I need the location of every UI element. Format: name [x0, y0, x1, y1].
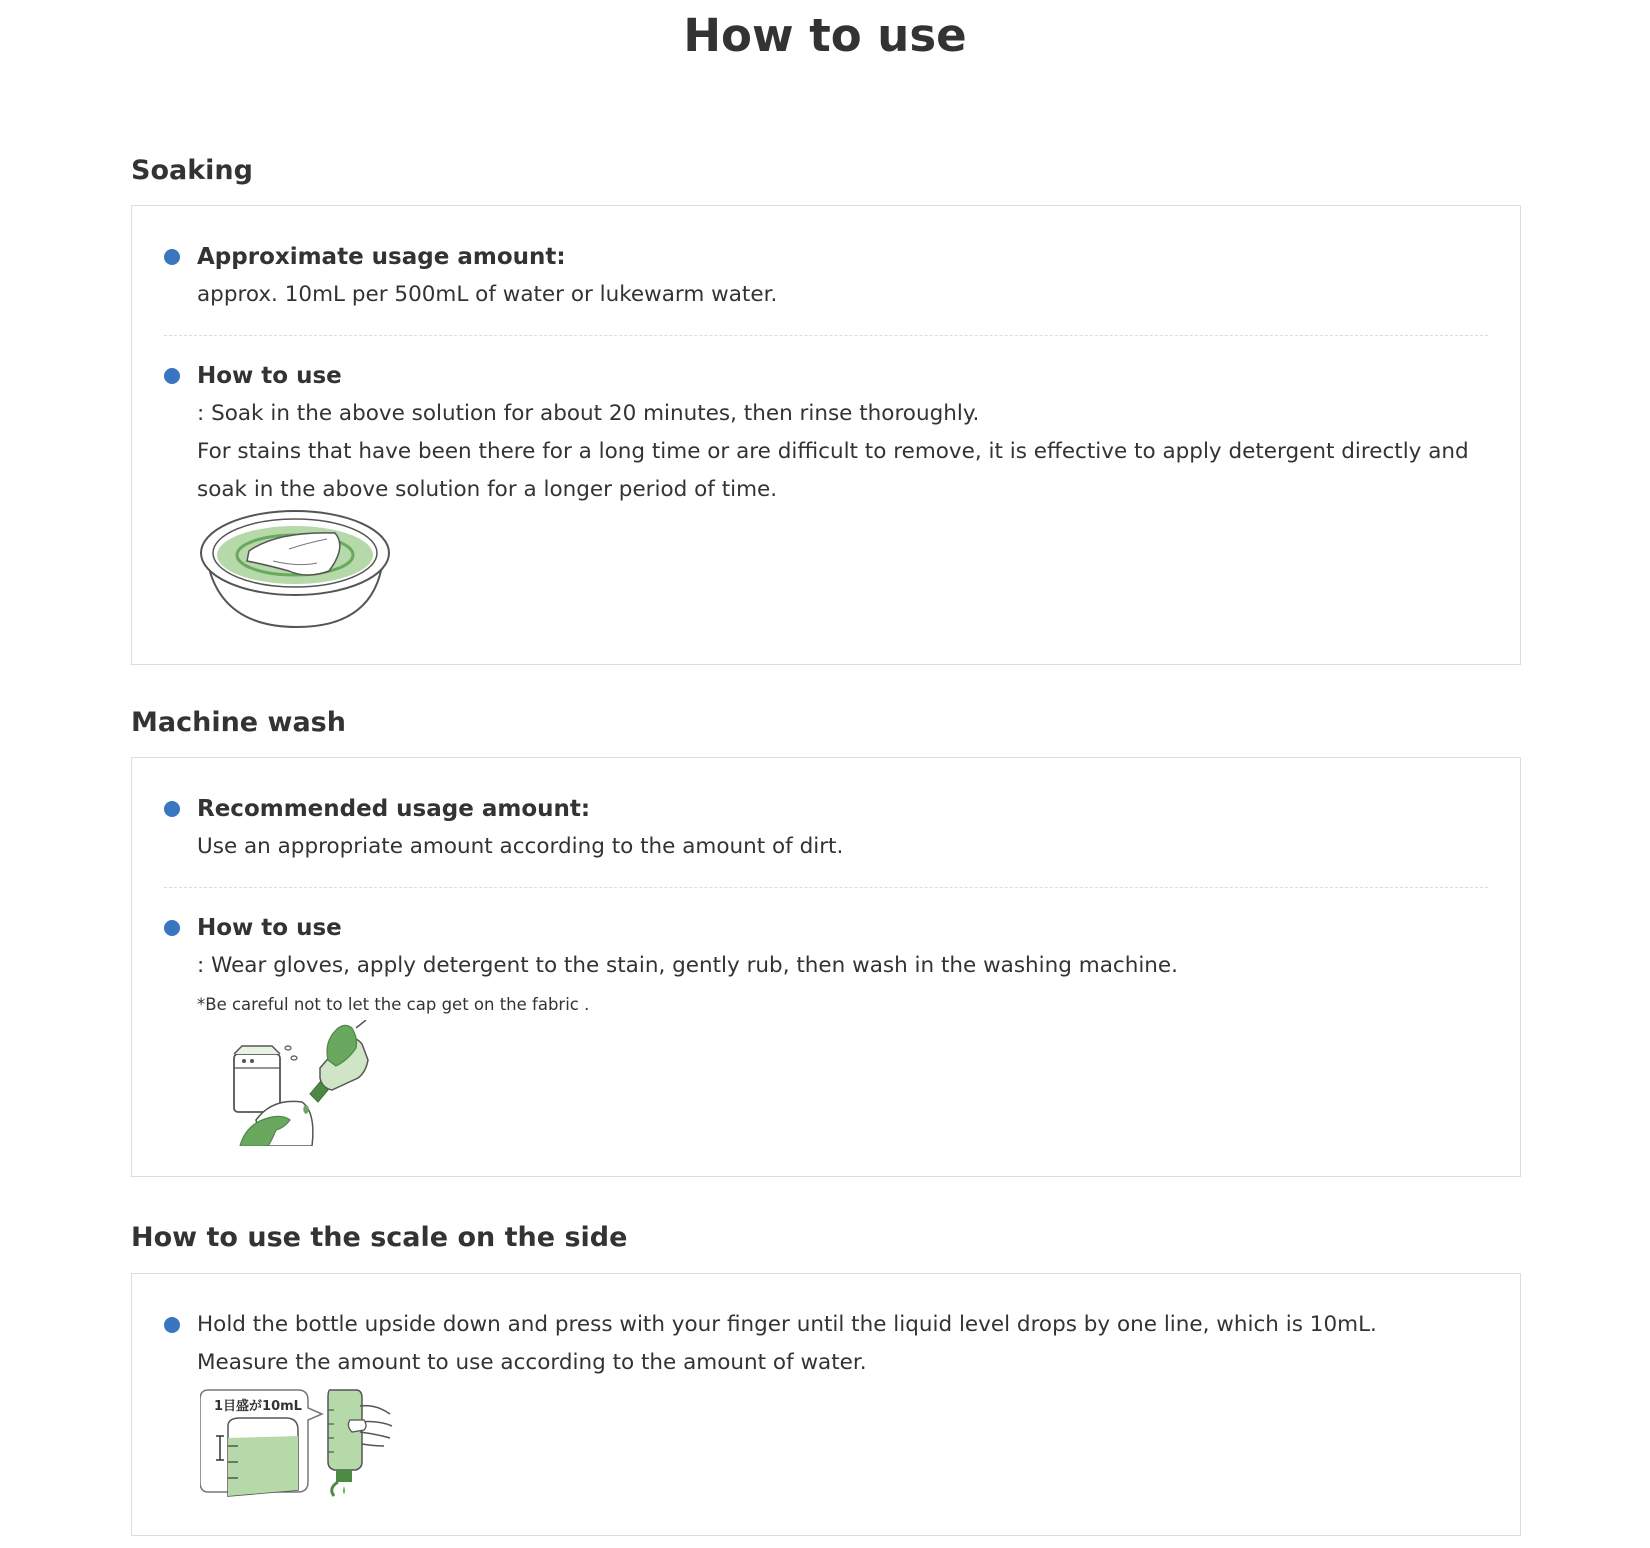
scale-callout-label: 1目盛が10mL — [214, 1399, 302, 1414]
item-text: Measure the amount to use according to the amount of water. — [197, 1350, 867, 1375]
item-text: For stains that have been there for a long time or are difficult to remove, it is effective to apply detergent directly and — [197, 439, 1469, 464]
machine-wash-box — [131, 757, 1521, 1177]
divider — [164, 887, 1488, 888]
machine-wash-illustration — [232, 1020, 372, 1146]
bullet-icon — [164, 801, 180, 817]
machine-wash-amount-item — [164, 790, 1488, 866]
section-heading-machine-wash: Machine wash — [131, 707, 346, 738]
scale-box — [131, 1273, 1521, 1536]
soaking-amount-item — [164, 238, 1488, 314]
item-text: Hold the bottle upside down and press with your finger until the liquid level drops by one line, which is 10mL. — [197, 1312, 1377, 1337]
item-text: : Wear gloves, apply detergent to the stain, gently rub, then wash in the washing machine. — [197, 953, 1178, 978]
scale-item — [164, 1306, 1488, 1382]
item-text: soak in the above solution for a longer period of time. — [197, 477, 778, 502]
bullet-icon — [164, 920, 180, 936]
item-note: *Be careful not to let the cap get on the fabric . — [197, 995, 590, 1014]
bullet-icon — [164, 1317, 180, 1333]
section-heading-scale: How to use the scale on the side — [131, 1222, 628, 1253]
soaking-box — [131, 205, 1521, 665]
item-text: : Soak in the above solution for about 20 minutes, then rinse thoroughly. — [197, 401, 980, 426]
machine-wash-how-item — [164, 909, 1488, 1017]
item-text: Use an appropriate amount according to the amount of dirt. — [197, 834, 844, 859]
bullet-icon — [164, 368, 180, 384]
section-heading-soaking: Soaking — [131, 155, 253, 186]
bottle-scale-illustration — [200, 1386, 396, 1498]
item-title: How to use — [197, 915, 342, 941]
bullet-icon — [164, 249, 180, 265]
item-text: approx. 10mL per 500mL of water or lukewarm water. — [197, 282, 778, 307]
item-title: Recommended usage amount: — [197, 796, 591, 822]
item-title: How to use — [197, 363, 342, 389]
soaking-how-item — [164, 357, 1488, 509]
page-title: How to use — [683, 9, 967, 62]
soaking-basin-illustration — [197, 509, 393, 631]
divider — [164, 335, 1488, 336]
item-title: Approximate usage amount: — [197, 244, 566, 270]
